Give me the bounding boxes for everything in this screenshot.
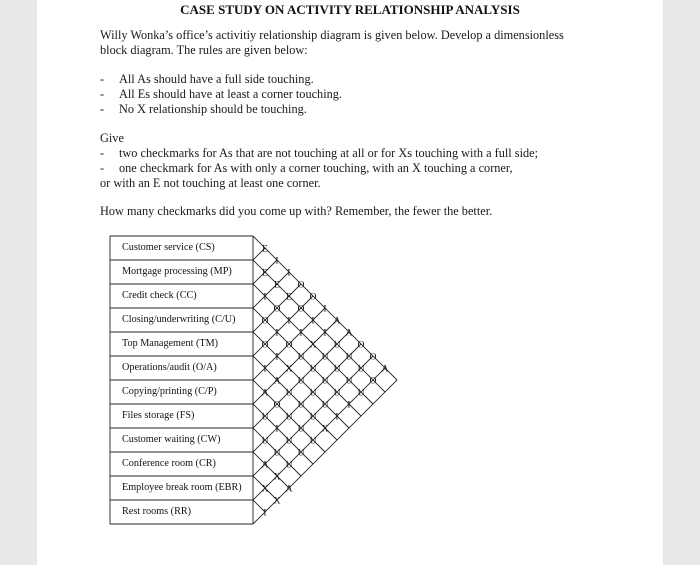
relationship-code: U: [321, 376, 329, 387]
department-label: Copying/printing (C/P): [122, 386, 217, 397]
relationship-code: O: [261, 340, 269, 351]
relationship-code: I: [275, 424, 279, 435]
relationship-code: U: [285, 460, 293, 471]
relationship-code: I: [335, 412, 339, 423]
intro-line-2: block diagram. The rules are given below:: [100, 43, 308, 57]
relationship-code: U: [297, 448, 305, 459]
relationship-code: E: [286, 292, 292, 303]
relationship-code: U: [297, 376, 305, 387]
relationship-code: O: [309, 292, 317, 303]
department-label: Employee break room (EBR): [122, 482, 242, 493]
relationship-code: U: [333, 364, 341, 375]
relationship-code: I: [311, 316, 315, 327]
relationship-code: O: [261, 316, 269, 327]
relationship-code: I: [275, 328, 279, 339]
relationship-code: X: [309, 340, 317, 351]
question: How many checkmarks did you come up with? Remember, the fewer the better.: [100, 204, 493, 218]
department-label: Closing/underwriting (C/U): [122, 314, 236, 325]
bullet-dash: -: [100, 87, 105, 101]
relationship-code: O: [357, 340, 365, 351]
department-label: Top Management (TM): [122, 338, 219, 349]
relationship-code: A: [261, 460, 269, 471]
relationship-code: U: [285, 436, 293, 447]
give-item-2: one checkmark for As with only a corner touching, with an X touching a corner,: [119, 161, 513, 175]
relationship-code: U: [309, 412, 317, 423]
relationship-code: U: [261, 412, 269, 423]
relationship-code: O: [369, 352, 377, 363]
relationship-code: O: [273, 400, 281, 411]
relationship-code: X: [261, 484, 269, 495]
relationship-code: U: [297, 352, 305, 363]
relationship-code: U: [357, 388, 365, 399]
department-label: Files storage (FS): [122, 410, 195, 421]
relationship-code: U: [333, 388, 341, 399]
grid-line: [253, 260, 385, 392]
relationship-code: A: [333, 316, 341, 327]
relationship-code: U: [321, 352, 329, 363]
give-label: Give: [100, 131, 124, 145]
relationship-code: U: [309, 364, 317, 375]
relationship-code: E: [262, 268, 268, 279]
relationship-code: I: [275, 256, 279, 267]
give-item-1: two checkmarks for As that are not touching at all or for Xs touching with a full side;: [119, 146, 539, 160]
relationship-code: E: [262, 244, 268, 255]
relationship-code: I: [263, 508, 267, 519]
relationship-code: A: [381, 364, 389, 375]
relationship-code: O: [273, 304, 281, 315]
rule-1: All As should have a full side touching.: [119, 72, 314, 86]
relationship-code: U: [285, 388, 293, 399]
relationship-chart: [37, 0, 663, 565]
intro-line-1: Willy Wonka’s office’s activitiy relationship diagram is given below. Develop a dimensionless: [100, 28, 564, 42]
relationship-code: U: [333, 340, 341, 351]
relationship-code: E: [274, 280, 280, 291]
bullet-dash: -: [100, 146, 105, 160]
relationship-code: U: [297, 424, 305, 435]
page-title: CASE STUDY ON ACTIVITY RELATIONSHIP ANALYSIS: [180, 2, 520, 17]
relationship-code: U: [357, 364, 365, 375]
bullet-dash: -: [100, 72, 105, 86]
relationship-code: X: [285, 364, 293, 375]
relationship-code: I: [299, 328, 303, 339]
relationship-code: I: [287, 268, 291, 279]
relationship-code: U: [345, 376, 353, 387]
bullet-dash: -: [100, 161, 105, 175]
department-label: Mortgage processing (MP): [122, 266, 232, 277]
relationship-code: A: [285, 484, 293, 495]
relationship-code: I: [347, 400, 351, 411]
relationship-code: U: [345, 352, 353, 363]
relationship-code: I: [323, 304, 327, 315]
relationship-code: I: [263, 364, 267, 375]
relationship-code: O: [285, 340, 293, 351]
page: [37, 0, 663, 565]
relationship-code: U: [297, 400, 305, 411]
relationship-code: I: [275, 352, 279, 363]
department-label: Rest rooms (RR): [122, 506, 192, 517]
department-label: Operations/audit (O/A): [122, 362, 217, 373]
relationship-code: O: [297, 304, 305, 315]
give-item-2-continued: or with an E not touching at least one corner.: [100, 176, 321, 190]
department-label: Customer service (CS): [122, 242, 215, 253]
relationship-code: O: [297, 280, 305, 291]
bullet-dash: -: [100, 102, 105, 116]
rule-2: All Es should have at least a corner touching.: [119, 87, 342, 101]
relationship-code: U: [285, 412, 293, 423]
relationship-code: U: [309, 388, 317, 399]
relationship-code: X: [273, 472, 281, 483]
relationship-code: I: [263, 292, 267, 303]
relationship-code: A: [273, 376, 281, 387]
relationship-code: U: [309, 436, 317, 447]
relationship-code: U: [321, 400, 329, 411]
relationship-code: A: [345, 328, 353, 339]
rule-3: No X relationship should be touching.: [119, 102, 307, 116]
relationship-code: I: [287, 316, 291, 327]
department-label: Conference room (CR): [122, 458, 216, 469]
relationship-code: O: [369, 376, 377, 387]
relationship-code: U: [261, 436, 269, 447]
relationship-code: A: [261, 388, 269, 399]
department-label: Customer waiting (CW): [122, 434, 221, 445]
relationship-code: X: [273, 496, 281, 507]
relationship-code: I: [323, 328, 327, 339]
relationship-code: U: [273, 448, 281, 459]
department-label: Credit check (CC): [122, 290, 197, 301]
relationship-code: X: [321, 424, 329, 435]
